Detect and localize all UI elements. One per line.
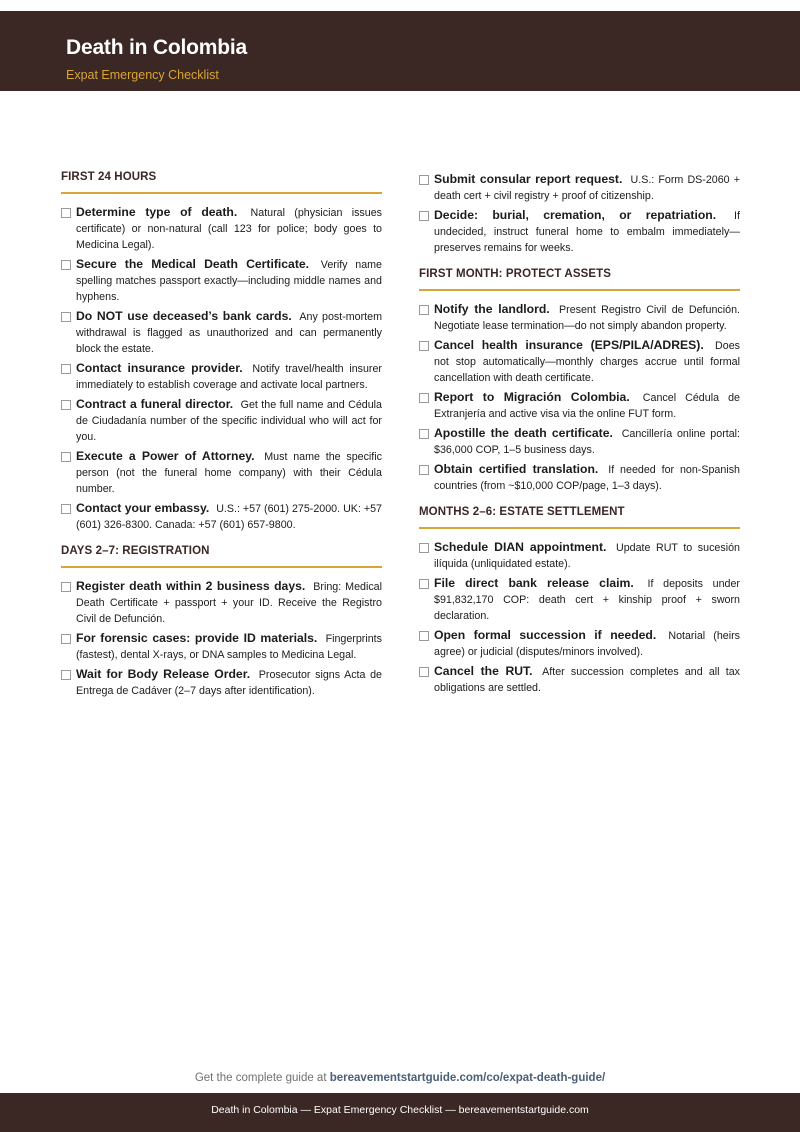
checklist-item — [419, 627, 740, 660]
item-description: Cancillería online portal: $36,000 COP, 1–5 business days. — [434, 428, 741, 456]
page-subtitle: Expat Emergency Checklist — [66, 68, 219, 82]
item-description: Bring: Medical Death Certificate + passport + your ID. Receive the Registro Civil de Defunción. — [76, 581, 382, 625]
checklist-item — [419, 389, 740, 422]
footer-bar — [0, 1093, 800, 1132]
checkbox-icon[interactable] — [419, 341, 429, 351]
top-margin — [0, 0, 800, 11]
item-title: Contract a funeral director. — [76, 397, 234, 411]
checkbox-icon[interactable] — [419, 175, 429, 185]
item-description: Any post-mortem withdrawal is flagged as unauthorized and can permanently block the estate. — [76, 311, 382, 355]
checkbox-icon[interactable] — [419, 543, 429, 553]
item-description: Natural (physician issues certificate) or non-natural (call 123 for police; body goes to Medicina Legal). — [76, 207, 382, 251]
section-title: MONTHS 2–6: ESTATE SETTLEMENT — [419, 506, 740, 529]
checkbox-icon[interactable] — [61, 582, 71, 592]
footer-guide-prefix: Get the complete guide at — [194, 1072, 327, 1084]
checklist-item — [61, 256, 382, 305]
item-description: Prosecutor signs Acta de Entrega de Cadáver (2–7 days after identification). — [76, 669, 382, 697]
item-title: Cancel the RUT. — [434, 664, 533, 678]
item-description: If needed for non-Spanish countries (from ~$10,000 COP/page, 1–3 days). — [434, 464, 740, 492]
item-title: Do NOT use deceased’s bank cards. — [76, 309, 292, 323]
checklist-item — [61, 578, 382, 627]
checkbox-icon[interactable] — [61, 260, 71, 270]
footer-guide-line — [0, 1072, 800, 1084]
item-title: Determine type of death. — [76, 205, 238, 219]
checklist-item — [61, 630, 382, 663]
item-description: U.S.: +57 (601) 275-2000. UK: +57 (601) 326-8300. Canada: +57 (601) 657-9800. — [76, 503, 382, 531]
checkbox-icon[interactable] — [419, 211, 429, 221]
checklist-item — [61, 500, 382, 533]
checkbox-icon[interactable] — [419, 305, 429, 315]
checkbox-icon[interactable] — [61, 504, 71, 514]
checkbox-icon[interactable] — [419, 667, 429, 677]
checklist-item — [419, 207, 740, 256]
section-title: FIRST MONTH: PROTECT ASSETS — [419, 268, 740, 291]
right-column — [419, 171, 740, 708]
item-description: If undecided, instruct funeral home to embalm immediately—preserves remains for weeks. — [434, 210, 740, 254]
left-column — [61, 171, 382, 711]
checkbox-icon[interactable] — [419, 631, 429, 641]
item-description: Notarial (heirs agree) or judicial (disputes/minors involved). — [434, 630, 740, 658]
item-title: Schedule DIAN appointment. — [434, 540, 607, 554]
checklist-item — [61, 360, 382, 393]
item-title: Contact insurance provider. — [76, 361, 243, 375]
checklist-section — [419, 171, 740, 256]
checkbox-icon[interactable] — [419, 429, 429, 439]
item-title: Notify the landlord. — [434, 302, 550, 316]
item-title: Report to Migración Colombia. — [434, 390, 630, 404]
item-description: Cancel Cédula de Extranjería and active visa via the online FUT form. — [434, 392, 740, 420]
item-description: Present Registro Civil de Defunción. Negotiate lease termination—do not simply abandon property. — [434, 304, 740, 332]
checklist-item — [61, 666, 382, 699]
checkbox-icon[interactable] — [61, 364, 71, 374]
checkbox-icon[interactable] — [61, 452, 71, 462]
checkbox-icon[interactable] — [61, 670, 71, 680]
checkbox-icon[interactable] — [61, 312, 71, 322]
item-description: After succession completes and all tax obligations are settled. — [434, 666, 740, 694]
checkbox-icon[interactable] — [61, 208, 71, 218]
item-title: Wait for Body Release Order. — [76, 667, 251, 681]
item-description: Does not stop automatically—monthly charges accrue until formal cancellation with death certificate. — [434, 340, 740, 384]
item-description: If deposits under $91,832,170 COP: death cert + kinship proof + sworn declaration. — [434, 578, 740, 622]
section-title: DAYS 2–7: REGISTRATION — [61, 545, 382, 568]
checkbox-icon[interactable] — [419, 393, 429, 403]
checkbox-icon[interactable] — [419, 579, 429, 589]
item-description: Update RUT to sucesión ilíquida (unliquidated estate). — [434, 542, 740, 570]
item-title: Execute a Power of Attorney. — [76, 449, 255, 463]
item-title: Register death within 2 business days. — [76, 579, 306, 593]
checklist-item — [61, 308, 382, 357]
item-title: For forensic cases: provide ID materials. — [76, 631, 318, 645]
item-description: U.S.: Form DS-2060 + death cert + civil registry + proof of citizenship. — [434, 174, 740, 202]
item-title: Decide: burial, cremation, or repatriation. — [434, 208, 717, 222]
item-title: File direct bank release claim. — [434, 576, 634, 590]
section-title: FIRST 24 HOURS — [61, 171, 382, 194]
item-title: Submit consular report request. — [434, 172, 623, 186]
checklist-section — [61, 545, 382, 699]
item-description: Get the full name and Cédula de Ciudadanía number of the specific individual who will act for you. — [76, 399, 382, 443]
item-title: Cancel health insurance (EPS/PILA/ADRES). — [434, 338, 704, 352]
checklist-item — [419, 301, 740, 334]
item-title: Obtain certified translation. — [434, 462, 599, 476]
page-header — [0, 11, 800, 91]
checklist-item — [61, 396, 382, 445]
checklist-item — [419, 539, 740, 572]
checklist-item — [61, 204, 382, 253]
item-title: Open formal succession if needed. — [434, 628, 657, 642]
checkbox-icon[interactable] — [61, 634, 71, 644]
checklist-item — [419, 425, 740, 458]
checkbox-icon[interactable] — [61, 400, 71, 410]
item-description: Fingerprints (fastest), dental X-rays, or DNA samples to Medicina Legal. — [76, 633, 382, 661]
item-description: Must name the specific person (not the funeral home company) with their Cédula number. — [76, 451, 382, 495]
item-description: Notify travel/health insurer immediately to establish coverage and activate local partners. — [76, 363, 382, 391]
item-description: Verify name spelling matches passport exactly—including middle names and hyphens. — [76, 259, 382, 303]
checklist-item — [61, 448, 382, 497]
checklist-item — [419, 337, 740, 386]
checklist-section — [419, 268, 740, 494]
item-title: Apostille the death certificate. — [434, 426, 613, 440]
checklist-item — [419, 171, 740, 204]
checklist-section — [61, 171, 382, 533]
page-title: Death in Colombia — [66, 36, 247, 59]
footer-bar-text: Death in Colombia — Expat Emergency Checklist — bereavementstartguide.com — [211, 1104, 589, 1116]
item-title: Secure the Medical Death Certificate. — [76, 257, 310, 271]
footer-guide-link[interactable]: bereavementstartguide.com/co/expat-death-guide/ — [329, 1072, 606, 1084]
checklist-section — [419, 506, 740, 696]
checklist-item — [419, 461, 740, 494]
checklist-item — [419, 663, 740, 696]
checkbox-icon[interactable] — [419, 465, 429, 475]
checklist-item — [419, 575, 740, 624]
item-title: Contact your embassy. — [76, 501, 210, 515]
